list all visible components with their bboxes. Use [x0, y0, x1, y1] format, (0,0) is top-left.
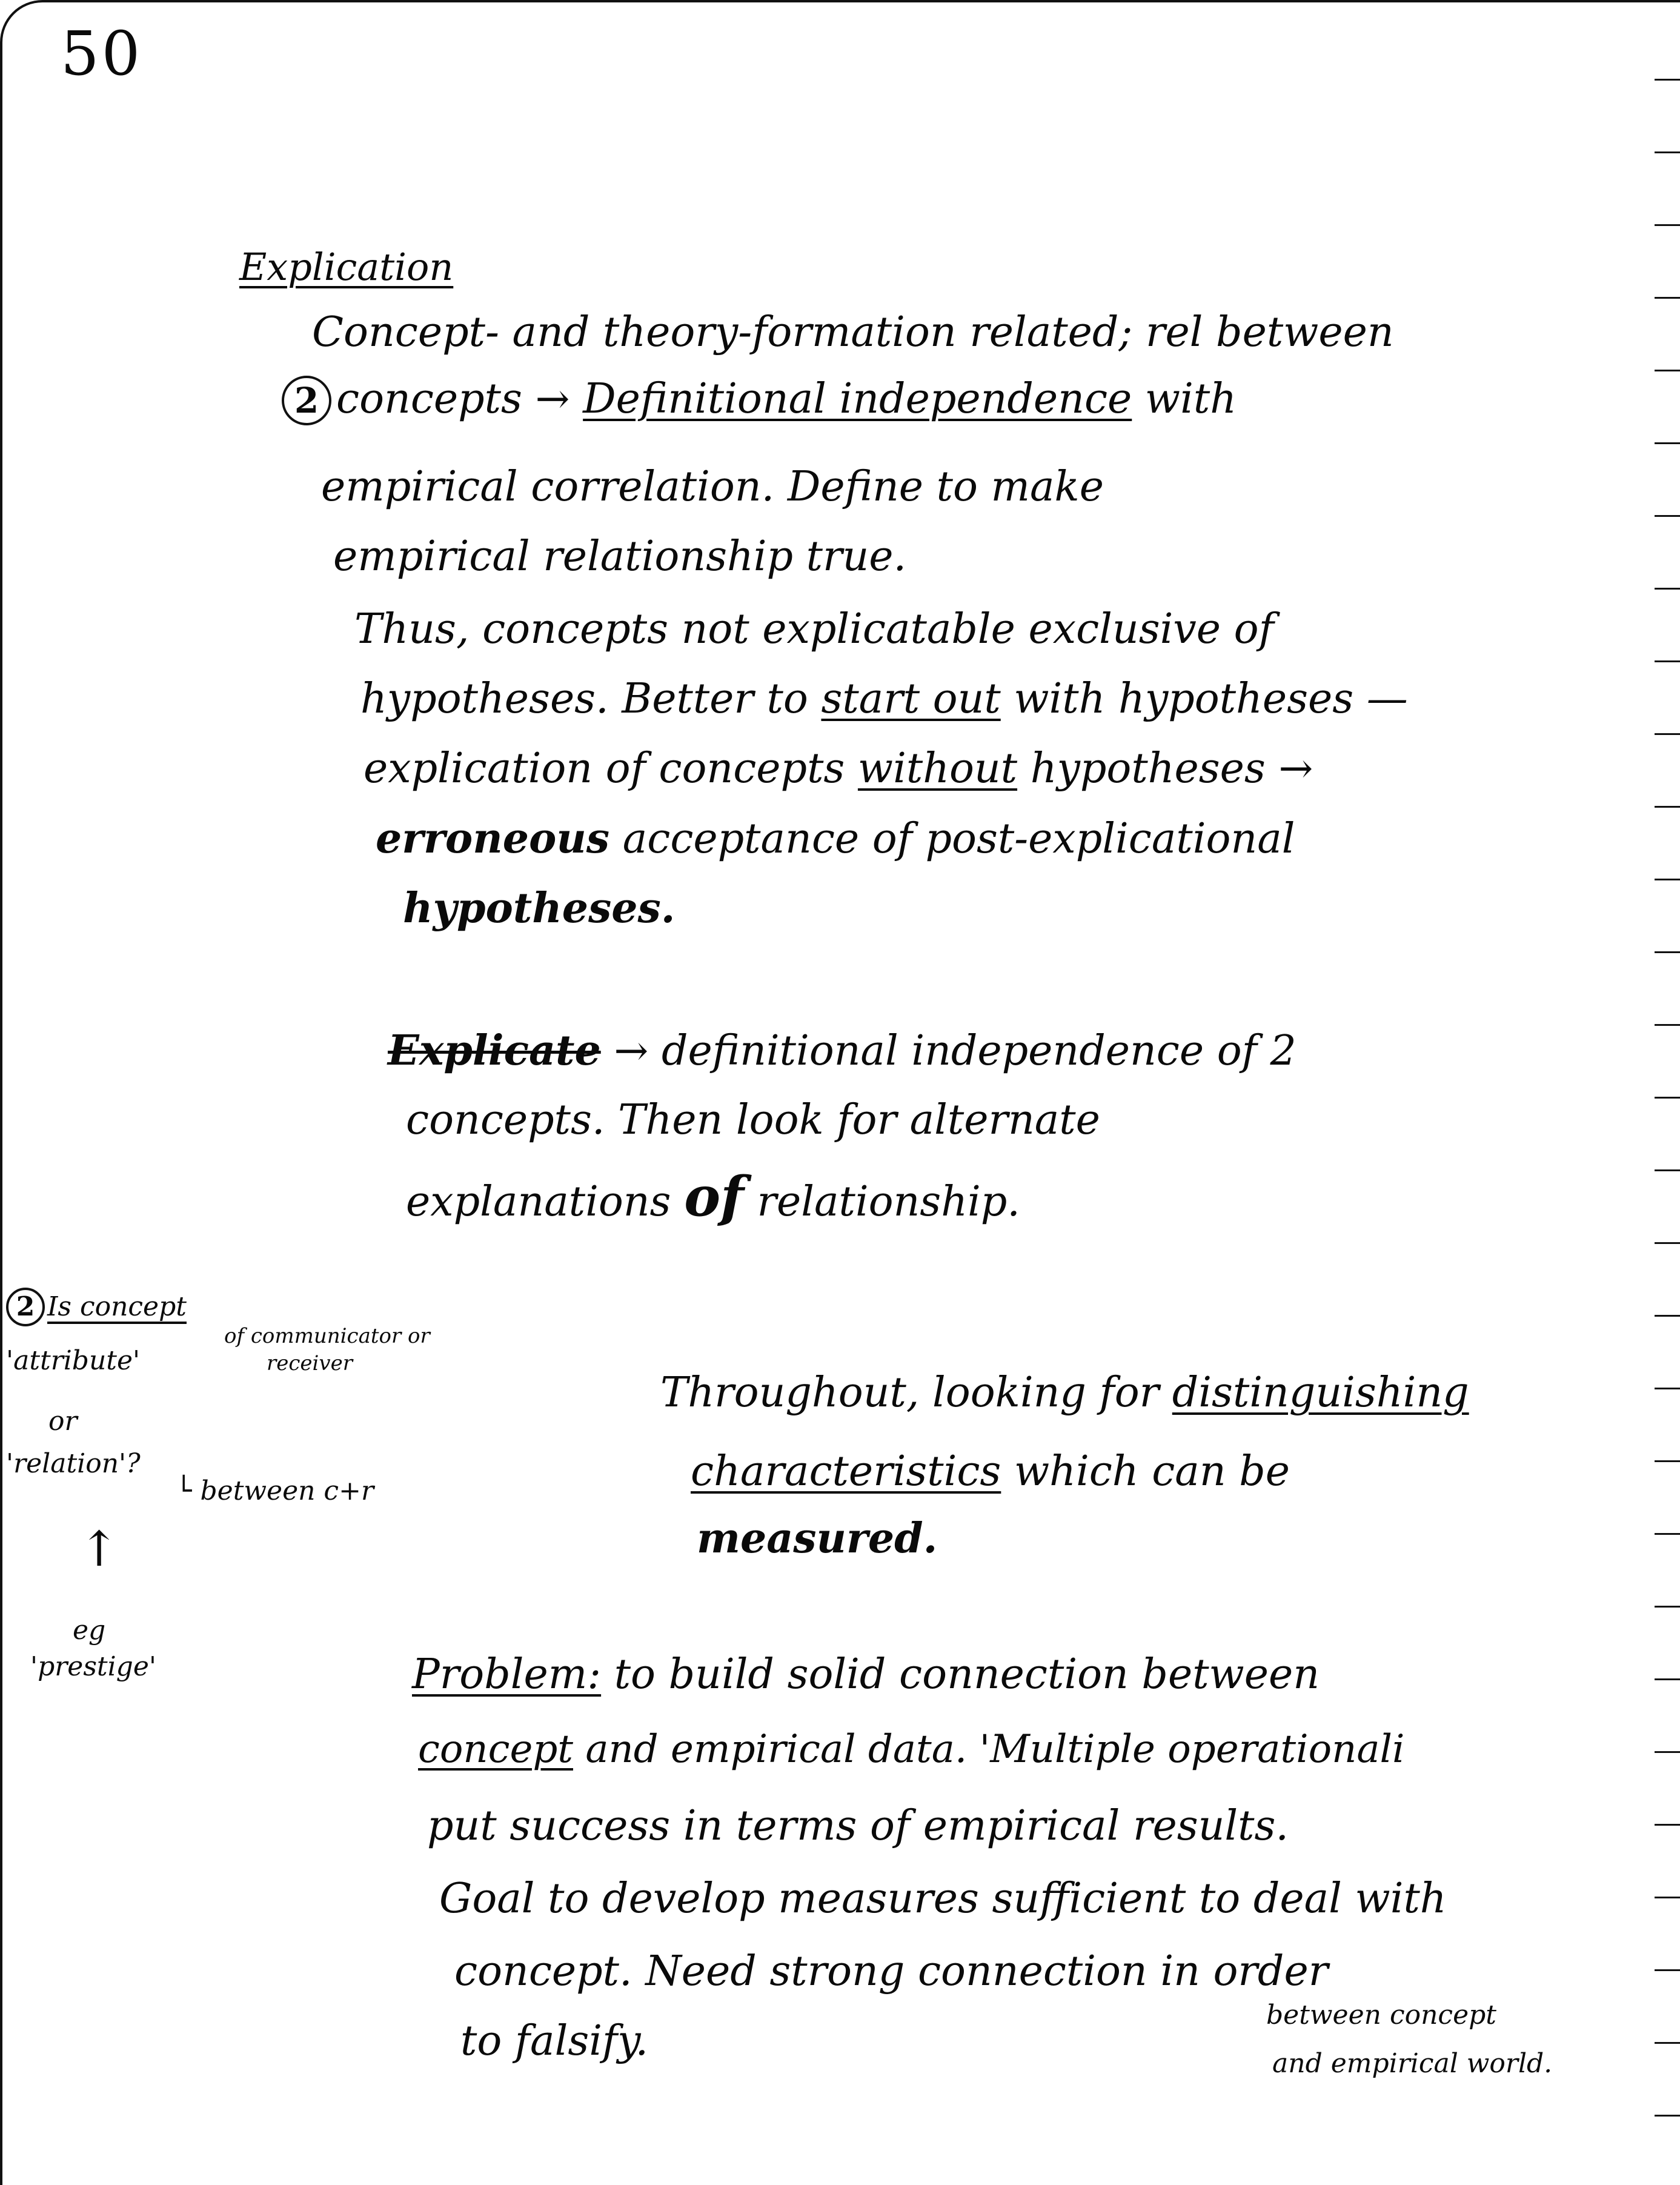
arrow-right-icon: → [535, 375, 570, 423]
text-line: empirical correlation. Define to make [321, 463, 1104, 511]
text-line: Concept- and theory-formation related; rel between [312, 308, 1394, 356]
margin-note: 'relation'? [6, 1448, 141, 1479]
text-line: Problem: to build solid connection between [412, 1651, 1320, 1698]
text-line: 2 concepts → Definitional independence with [282, 376, 1237, 425]
margin-note: 'prestige' [30, 1651, 156, 1682]
margin-note: or [48, 1406, 78, 1437]
heading-problem: Problem: [412, 1651, 602, 1698]
text-line: to falsify. [460, 2017, 649, 2065]
arrow-up-icon: ↑ [79, 1521, 120, 1577]
text-line: hypotheses. Better to start out with hypotheses — [360, 675, 1408, 723]
margin-note: 'attribute' [6, 1345, 141, 1376]
text-line: Explicate → definitional independence of 2 [388, 1026, 1297, 1075]
margin-note: 2 Is concept [6, 1288, 187, 1326]
margin-note: receiver [267, 1351, 353, 1375]
circled-number: 2 [6, 1288, 45, 1326]
heading-explication: Explication [239, 245, 454, 289]
margin-note: └ between c+r [176, 1475, 374, 1506]
text-line: characteristics which can be [691, 1448, 1290, 1495]
margin-note: between concept [1266, 2000, 1496, 2030]
heading-explicate: Explicate [388, 1026, 601, 1075]
text-line: Throughout, looking for distinguishing [660, 1369, 1469, 1417]
text-line: hypotheses. [403, 884, 676, 933]
text-line: concepts. Then look for alternate [406, 1096, 1100, 1144]
text-line: measured. [697, 1514, 938, 1563]
text-line: Thus, concepts not explicatable exclusive of [354, 605, 1274, 653]
text-line: erroneous acceptance of post-explicational [376, 814, 1295, 863]
page-number: 50 [61, 18, 143, 89]
text-line: empirical relationship true. [333, 533, 907, 580]
text-line: Goal to develop measures sufficient to deal with [439, 1875, 1447, 1923]
text-line: concept. Need strong connection in order [454, 1947, 1329, 1995]
text-line: concept and empirical data. 'Multiple operationali [418, 1727, 1405, 1772]
margin-note: of communicator or [224, 1324, 430, 1348]
text-line: explanations of relationship. [406, 1165, 1020, 1229]
text-line: put success in terms of empirical results. [427, 1802, 1289, 1850]
margin-note: and empirical world. [1272, 2048, 1553, 2079]
circled-number: 2 [282, 376, 331, 425]
ruler-margin [1638, 0, 1680, 2185]
margin-note: eg [73, 1615, 106, 1646]
text-line: explication of concepts without hypotheses → [364, 745, 1313, 793]
